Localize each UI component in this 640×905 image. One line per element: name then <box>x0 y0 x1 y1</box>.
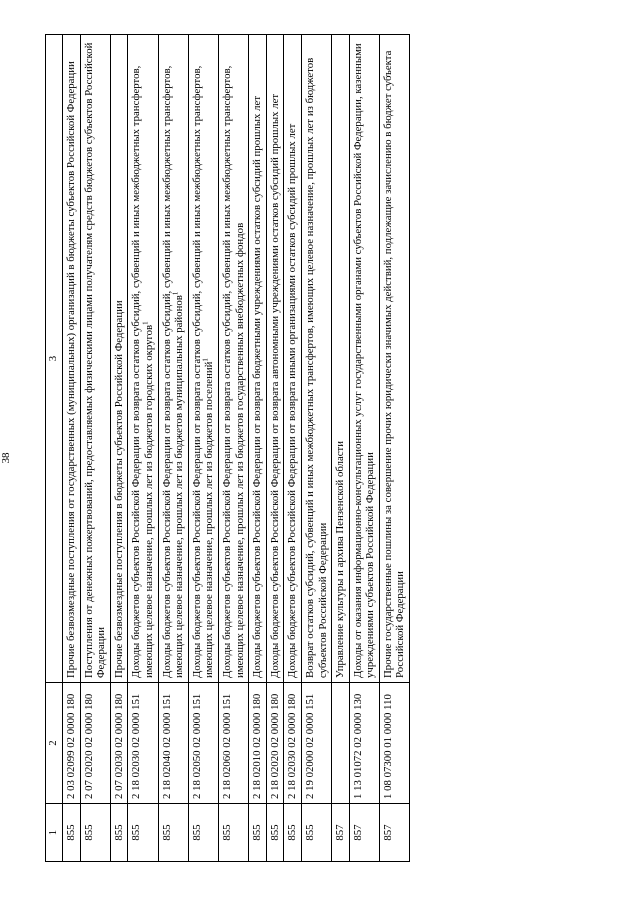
revenue-name-cell-text: Доходы от оказания информационно-консультационных услуг государственными органами субъектов Российской Федерации, казенными учреждениями субъектов Российской Федерации <box>351 43 377 678</box>
revenue-code-cell-text: 2 03 02099 02 0000 180 <box>65 693 77 799</box>
revenue-name-cell <box>349 35 379 683</box>
revenue-code-cell <box>63 683 81 804</box>
revenue-name-cell <box>188 35 218 683</box>
revenue-name-cell <box>301 35 331 683</box>
revenue-name-cell-text: Поступления от денежных пожертвований, предоставляемых физическими лицами получателям средств бюджетов субъектов Российской Федерации <box>82 42 108 678</box>
revenue-code-cell <box>218 683 248 804</box>
revenue-code-cell-text: 2 18 02030 02 0000 151 <box>130 693 143 799</box>
table-row <box>379 35 409 862</box>
admin-code-cell <box>158 804 188 862</box>
revenue-name-cell <box>158 35 188 683</box>
revenue-name-cell-text: Управление культуры и архива Пензенской области <box>334 440 347 678</box>
column-header: 1 <box>46 804 63 862</box>
revenue-name-cell-text: Доходы бюджетов субъектов Российской Федерации от возврата остатков субсидий, субвенций и иных межбюджетных трансфертов, имеющих целевое назначение, прошлых лет из бюджетов городских округов <box>130 65 155 678</box>
admin-code-cell-text: 855 <box>220 824 233 841</box>
admin-code-cell <box>301 804 331 862</box>
admin-code-cell <box>379 804 409 862</box>
revenue-code-cell-text: 1 13 01072 02 0000 130 <box>351 693 364 799</box>
revenue-code-cell-text: 2 19 02000 02 0000 151 <box>303 693 316 799</box>
revenue-code-cell-text: 2 18 02040 02 0000 151 <box>160 693 173 799</box>
revenue-name-cell <box>266 35 284 683</box>
column-header: 3 <box>46 35 63 683</box>
admin-code-cell-text: 855 <box>130 824 143 841</box>
revenue-name-cell-text: Прочие государственные пошлины за совершение прочих юридически значимых действий, подлежащие зачислению в бюджет субъекта Российской Федерации <box>381 50 407 678</box>
admin-code-cell-text: 857 <box>381 824 394 841</box>
admin-code-cell-text: 857 <box>351 824 364 841</box>
revenue-code-cell-text: 2 18 02060 02 0000 151 <box>220 693 233 799</box>
revenue-code-cell <box>80 683 110 804</box>
admin-code-cell-text: 857 <box>334 824 347 841</box>
revenue-code-cell <box>110 683 128 804</box>
revenue-codes-table <box>45 34 410 862</box>
table-row <box>158 35 188 862</box>
revenue-name-cell-text: Доходы бюджетов субъектов Российской Федерации от возврата бюджетными учреждениями остатков субсидий прошлых лет <box>251 95 264 678</box>
revenue-code-cell <box>301 683 331 804</box>
rotated-page <box>45 35 590 862</box>
revenue-code-cell-text: 2 07 02020 02 0000 180 <box>82 693 95 799</box>
table-row <box>128 35 158 862</box>
admin-code-cell-text: 855 <box>112 824 125 841</box>
admin-code-cell <box>249 804 267 862</box>
revenue-code-cell <box>188 683 218 804</box>
table-row <box>284 35 302 862</box>
revenue-code-cell <box>349 683 379 804</box>
revenue-code-cell-text: 2 18 02010 02 0000 180 <box>251 693 264 799</box>
revenue-code-cell-text: 2 18 02020 02 0000 180 <box>268 693 281 799</box>
admin-code-cell <box>218 804 248 862</box>
revenue-code-cell-text: 2 07 02030 02 0000 180 <box>112 693 125 799</box>
table-body <box>63 35 410 862</box>
revenue-code-cell <box>249 683 267 804</box>
admin-code-cell-text: 855 <box>190 824 203 841</box>
revenue-code-cell <box>128 683 158 804</box>
table-row <box>301 35 331 862</box>
admin-code-cell <box>110 804 128 862</box>
table-row <box>63 35 81 862</box>
revenue-code-cell-text: 2 18 02050 02 0000 151 <box>190 693 203 799</box>
revenue-name-cell <box>218 35 248 683</box>
revenue-name-cell <box>332 35 350 683</box>
table-row <box>80 35 110 862</box>
revenue-name-cell-text: Доходы бюджетов субъектов Российской Федерации от возврата иными организациями остатков субсидий прошлых лет <box>286 123 299 678</box>
table-row <box>188 35 218 862</box>
revenue-name-cell-text: Доходы бюджетов субъектов Российской Федерации от возврата остатков субсидий, субвенций и иных межбюджетных трансфертов, имеющих целевое назначение, прошлых лет из бюджетов поселений <box>190 65 216 678</box>
admin-code-cell <box>63 804 81 862</box>
footnote-marker: 1 <box>141 321 150 325</box>
revenue-name-cell <box>128 35 158 683</box>
admin-code-cell-text: 855 <box>286 824 299 841</box>
revenue-name-cell <box>249 35 267 683</box>
revenue-code-cell <box>158 683 188 804</box>
revenue-name-cell-text: Прочие безвозмездные поступления от государственных (муниципальных) организаций в бюджеты субъектов Российской Федерации <box>65 61 77 678</box>
revenue-name-cell <box>80 35 110 683</box>
admin-code-cell-text: 855 <box>82 824 95 841</box>
table-row <box>266 35 284 862</box>
revenue-name-cell-text: Доходы бюджетов субъектов Российской Федерации от возврата остатков субсидий, субвенций и иных межбюджетных трансфертов, имеющих целевое назначение, прошлых лет из бюджетов государственных внебюджетных фондов <box>220 65 246 678</box>
table-row <box>218 35 248 862</box>
page-number: 38 <box>0 452 12 464</box>
admin-code-cell <box>349 804 379 862</box>
revenue-code-cell <box>379 683 409 804</box>
admin-code-cell <box>332 804 350 862</box>
admin-code-cell <box>128 804 158 862</box>
revenue-code-cell <box>332 683 350 804</box>
revenue-name-cell-text: Доходы бюджетов субъектов Российской Федерации от возврата автономными учреждениями остатков субсидий прошлых лет <box>268 93 281 678</box>
revenue-name-cell <box>110 35 128 683</box>
revenue-code-cell <box>266 683 284 804</box>
revenue-name-cell-text: Доходы бюджетов субъектов Российской Федерации от возврата остатков субсидий, субвенций и иных межбюджетных трансфертов, имеющих целевое назначение, прошлых лет из бюджетов муниципальных районов <box>160 65 186 678</box>
revenue-name-cell <box>379 35 409 683</box>
admin-code-cell-text: 855 <box>268 824 281 841</box>
admin-code-cell <box>284 804 302 862</box>
footnote-marker: 1 <box>171 291 180 296</box>
admin-code-cell <box>80 804 110 862</box>
footnote-marker: 1 <box>201 358 210 362</box>
revenue-code-cell <box>284 683 302 804</box>
column-header: 2 <box>46 683 63 804</box>
admin-code-cell-text: 855 <box>303 824 316 841</box>
admin-code-cell-text: 855 <box>65 824 77 841</box>
revenue-name-cell <box>284 35 302 683</box>
table-header-row <box>46 35 63 862</box>
table-row <box>110 35 128 862</box>
revenue-name-cell-text: Прочие безвозмездные поступления в бюджеты субъектов Российской Федерации <box>112 300 125 678</box>
admin-code-cell <box>266 804 284 862</box>
admin-code-cell-text: 855 <box>160 824 173 841</box>
admin-code-cell <box>188 804 218 862</box>
table-row <box>349 35 379 862</box>
table-row <box>249 35 267 862</box>
admin-code-cell-text: 855 <box>251 824 264 841</box>
revenue-code-cell-text: 2 18 02030 02 0000 180 <box>286 693 299 799</box>
revenue-name-cell <box>63 35 81 683</box>
revenue-code-cell-text: 1 08 07300 01 0000 110 <box>381 694 394 799</box>
table-row <box>332 35 350 862</box>
revenue-name-cell-text: Возврат остатков субсидий, субвенций и иных межбюджетных трансфертов, имеющих целевое назначение, прошлых лет из бюджетов субъектов Российской Федерации <box>303 57 329 678</box>
